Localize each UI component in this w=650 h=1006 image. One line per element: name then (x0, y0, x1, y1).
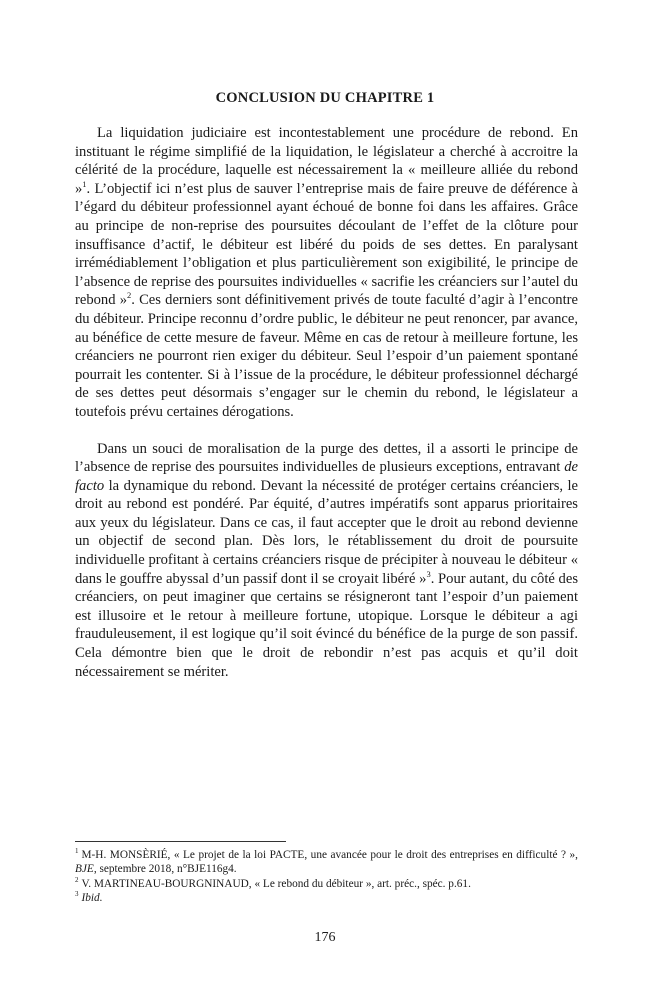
footnote-1 (75, 848, 578, 877)
footnote-2-text: V. MARTINEAU-BOURGNINAUD, « Le rebond du débiteur », art. préc., spéc. p.61. (81, 877, 471, 890)
paragraph-2-text-a: Dans un souci de moralisation de la purge des dettes, il a assorti le principe de l’absence de reprise des poursuites individuelles de plusieurs exceptions, entravant (75, 440, 578, 476)
footnote-1-text-a: M-H. MONSÈRIÉ, « Le projet de la loi PACTE, une avancée pour le droit des entreprises en difficulté ? », (81, 849, 578, 861)
paragraph-2 (75, 440, 578, 682)
footnotes (75, 848, 578, 906)
footnote-ref-3[interactable]: 3 (426, 568, 431, 579)
page-number: 176 (314, 930, 336, 945)
footnote-ref-2[interactable]: 2 (127, 290, 132, 301)
paragraph-2-text-c: . Pour autant, du côté des créanciers, on peut imaginer que certains se résigneront tant l’espoir d’un paiement est illusoire et le retour à meilleure fortune, utopique. Lorsque le débiteur a agi frauduleusement, il est logique qu’il soit évincé du bénéfice de la purge de son passif. Cela démontre bien que le droit de rebondir n’est pas acquis et qu’il doit nécessairement se mériter. (75, 570, 579, 680)
footnote-1-italic: BJE (75, 863, 94, 876)
footnote-ref-1[interactable]: 1 (82, 178, 87, 189)
footnote-1-text-b: , septembre 2018, n°BJE116g4. (93, 863, 237, 876)
paragraph-1-text-c: . Ces derniers sont définitivement privés de toute faculté d’agir à l’encontre du débiteur. Principe reconnu d’ordre public, le débiteur ne peut renoncer, par avance, au bénéfice de cette mesure de faveur. Même en cas de retour à meilleure fortune, les créanciers ne pourront rien exiger du débiteur. Seul l’espoir d’un paiement spontané pourrait les contenter. Si à l’issue de la procédure, le débiteur professionnel déchargé de ses dettes peut désormais s’engager sur le chemin du rebond, le législateur a toutefois prévu certaines dérogations. (75, 292, 578, 420)
footnote-3-number: 3 (75, 890, 79, 899)
footnote-2-number: 2 (75, 876, 79, 885)
footnote-2 (75, 877, 578, 891)
body-text (75, 124, 578, 681)
chapter-conclusion-title: CONCLUSION DU CHAPITRE 1 (215, 90, 435, 106)
footnote-3 (75, 891, 578, 905)
paragraph-2-text-b: la dynamique du rebond. Devant la nécessité de protéger certains créanciers, le droit au rebond est pondéré. Par équité, d’autres impératifs sont apparus prioritaires aux yeux du législateur. Dans ce cas, il faut accepter que le droit au rebond devienne un objectif de second plan. Dès lors, le rétablissement du droit de poursuite individuelle profitant à certains créanciers risque de précipiter à nouveau le débiteur « dans le gouffre abyssal d’un passif dont il se croyait libéré » (75, 477, 578, 587)
paragraph-1 (75, 124, 578, 422)
paragraph-2-italic-term: de facto (75, 459, 578, 494)
footnote-1-number: 1 (75, 847, 79, 856)
paragraph-1-text-b: . L’objectif ici n’est plus de sauver l’entreprise mais de faire preuve de déférence à l’égard du débiteur professionnel ayant échoué de bonne foi dans les affaires. Grâce au principe de non-reprise des poursuites découlant de l’effet de la clôture pour insuffisance d’actif, le débiteur est libéré du poids de ses dettes. En paralysant irrémédiablement l’obligation et plus particulièrement son exigibilité, le principe de l’absence de reprise des poursuites individuelles « sacrifie les créanciers sur l’autel du rebond » (75, 180, 578, 309)
paragraph-1-text-a: La liquidation judiciaire est incontestablement une procédure de rebond. En instituant le régime simplifié de la liquidation, le législateur a cherché à accroitre la célérité de la procédure, laquelle est nécessairement la « meilleure alliée du rebond » (75, 125, 578, 197)
footnote-3-italic: Ibid. (81, 892, 103, 905)
footnote-separator (75, 841, 286, 842)
